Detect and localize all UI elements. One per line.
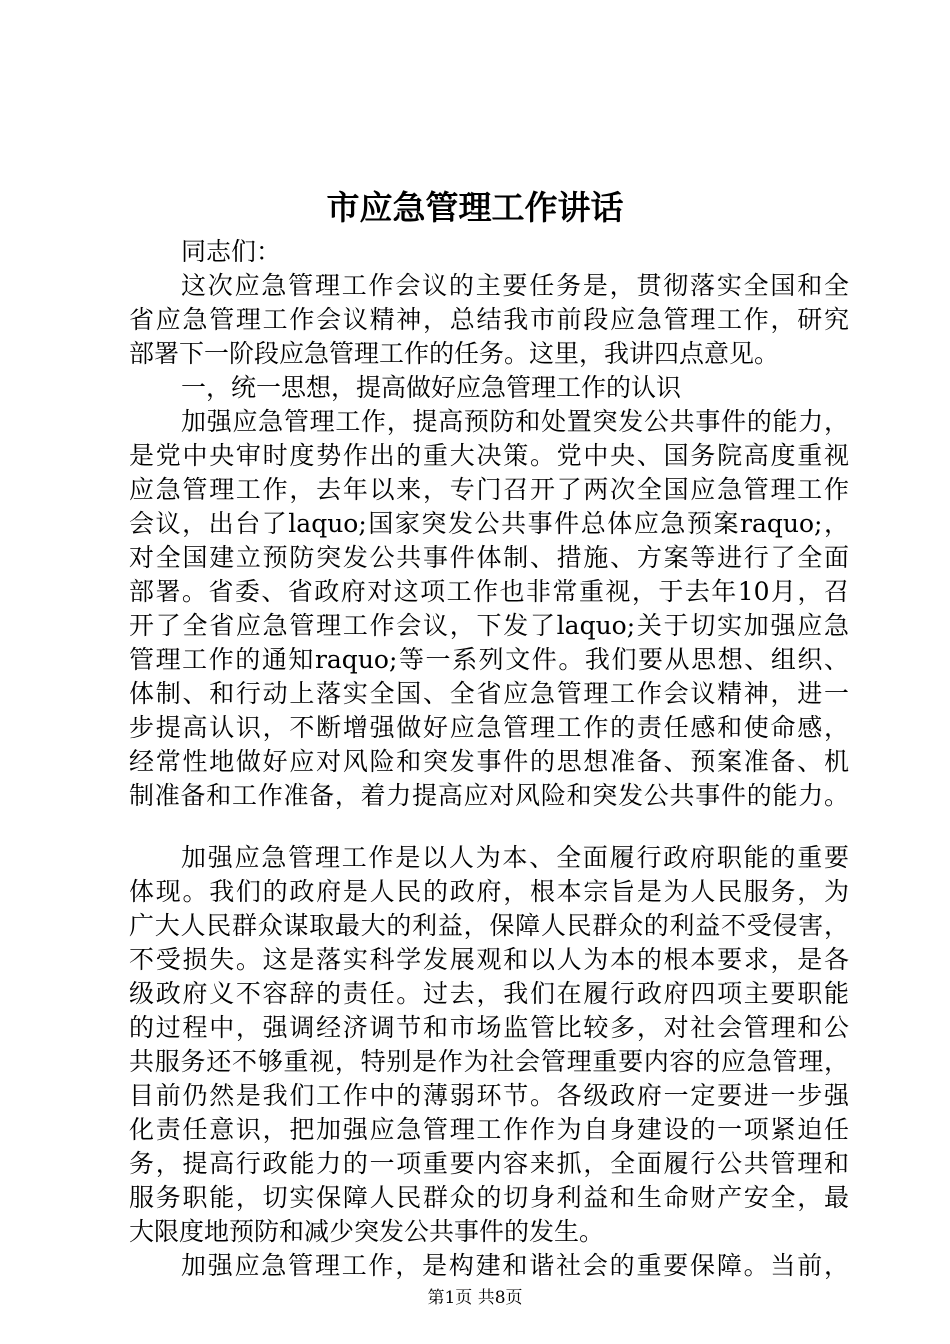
salutation: 同志们：: [181, 237, 282, 266]
section-heading: 一，统一思想，提高做好应急管理工作的认识: [181, 373, 682, 402]
text-line: 管理工作的通知raquo;等一系列文件。我们要从思想、组织、: [129, 645, 849, 674]
text-line: 化责任意识，把加强应急管理工作作为自身建设的一项紧迫任: [129, 1115, 849, 1144]
text-line: 制准备和工作准备，着力提高应对风险和突发公共事件的能力。: [129, 781, 849, 810]
text-line: 大限度地预防和减少突发公共事件的发生。: [129, 1217, 605, 1246]
page-number: 第1页 共8页: [427, 1288, 523, 1308]
text-line: 是党中央审时度势作出的重大决策。党中央、国务院高度重视: [129, 441, 849, 470]
text-line: 目前仍然是我们工作中的薄弱环节。各级政府一定要进一步强: [129, 1081, 849, 1110]
text-line: 体现。我们的政府是人民的政府，根本宗旨是为人民服务，为: [129, 877, 849, 906]
text-line: 会议，出台了laquo;国家突发公共事件总体应急预案raquo;，: [129, 509, 849, 538]
text-line: 对全国建立预防突发公共事件体制、措施、方案等进行了全面: [129, 543, 849, 572]
text-line: 开了全省应急管理工作会议，下发了laquo;关于切实加强应急: [129, 611, 849, 640]
document-title: 市应急管理工作讲话: [326, 188, 624, 227]
text-line: 这次应急管理工作会议的主要任务是，贯彻落实全国和全: [181, 271, 849, 300]
text-line: 应急管理工作，去年以来，专门召开了两次全国应急管理工作: [129, 475, 849, 504]
text-line: 加强应急管理工作，是构建和谐社会的重要保障。当前，: [181, 1251, 849, 1280]
text-line: 广大人民群众谋取最大的利益，保障人民群众的利益不受侵害，: [129, 911, 849, 940]
text-line: 体制、和行动上落实全国、全省应急管理工作会议精神，进一: [129, 679, 849, 708]
text-line: 级政府义不容辞的责任。过去，我们在履行政府四项主要职能: [129, 979, 849, 1008]
text-line: 务，提高行政能力的一项重要内容来抓，全面履行公共管理和: [129, 1149, 849, 1178]
text-line: 服务职能，切实保障人民群众的切身利益和生命财产安全，最: [129, 1183, 849, 1212]
text-line: 经常性地做好应对风险和突发事件的思想准备、预案准备、机: [129, 747, 849, 776]
text-line: 不受损失。这是落实科学发展观和以人为本的根本要求，是各: [129, 945, 849, 974]
text-line: 加强应急管理工作是以人为本、全面履行政府职能的重要: [181, 843, 849, 872]
text-line: 加强应急管理工作，提高预防和处置突发公共事件的能力，: [181, 407, 849, 436]
text-line: 共服务还不够重视，特别是作为社会管理重要内容的应急管理，: [129, 1047, 849, 1076]
text-line: 的过程中，强调经济调节和市场监管比较多，对社会管理和公: [129, 1013, 849, 1042]
text-line: 省应急管理工作会议精神，总结我市前段应急管理工作，研究: [129, 305, 849, 334]
text-line: 部署下一阶段应急管理工作的任务。这里，我讲四点意见。: [129, 339, 780, 368]
text-line: 步提高认识，不断增强做好应急管理工作的责任感和使命感，: [129, 713, 849, 742]
text-line: 部署。省委、省政府对这项工作也非常重视，于去年10月，召: [129, 577, 849, 606]
